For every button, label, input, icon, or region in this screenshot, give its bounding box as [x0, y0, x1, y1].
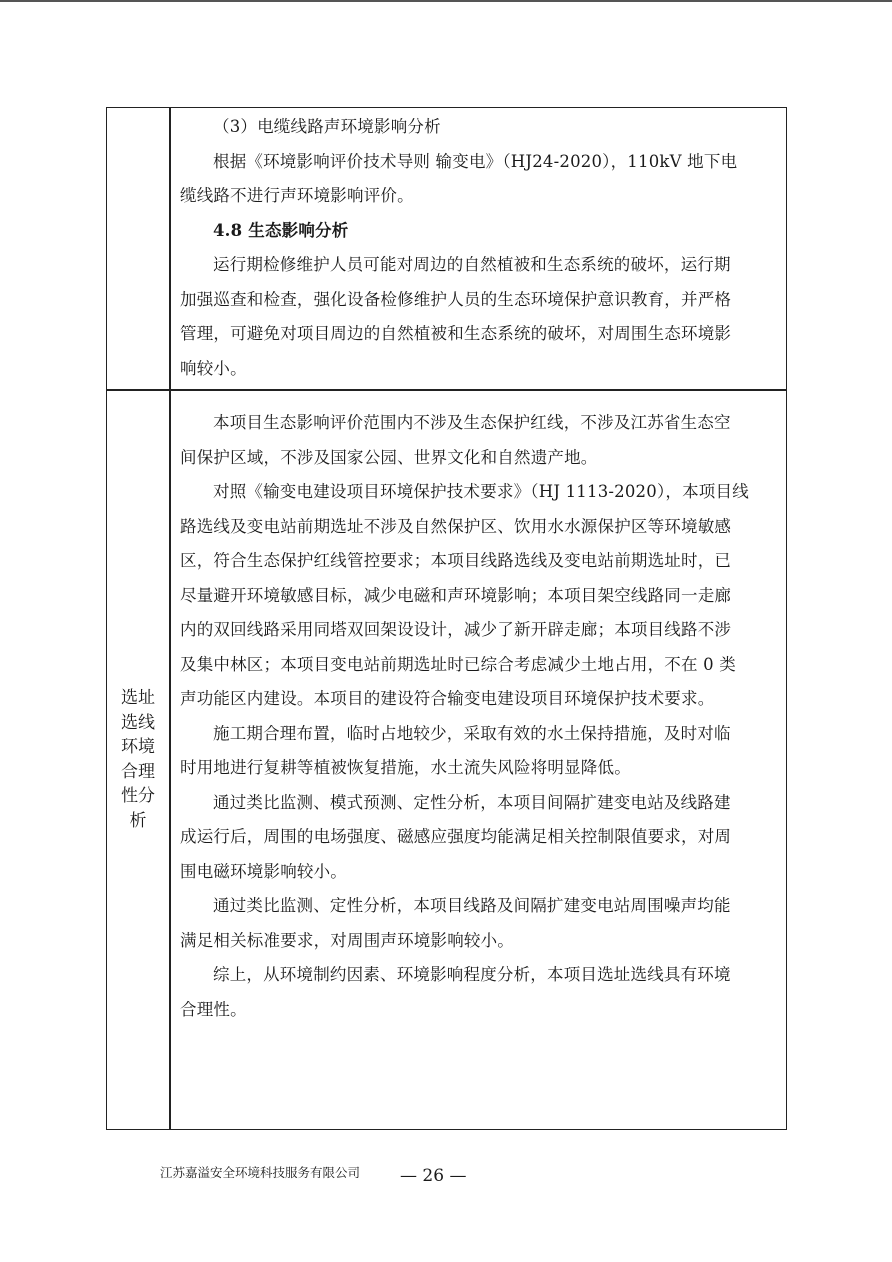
- paragraph-line: 内的双回线路采用同塔双回架设设计，减少了新开辟走廊；本项目线路不涉: [180, 620, 732, 639]
- paragraph-line: 时用地进行复耕等植被恢复措施，水土流失风险将明显降低。: [180, 758, 631, 777]
- paragraph-line: 间保护区域，不涉及国家公园、世界文化和自然遗产地。: [180, 447, 598, 467]
- paragraph-line: 及集中林区；本项目变电站前期选址时已综合考虑减少土地占用，不在 0 类: [180, 654, 736, 674]
- label-line: 环境: [121, 737, 155, 757]
- label-line: 选址: [121, 688, 155, 708]
- label-line: 合理: [121, 761, 155, 782]
- paragraph-line: 通过类比监测、模式预测、定性分析，本项目间隔扩建变电站及线路建: [213, 792, 731, 812]
- paragraph-line: 围电磁环境影响较小。: [180, 861, 347, 881]
- section-cell-site-analysis: [180, 406, 778, 1027]
- paragraph-line: 成运行后，周围的电场强度、磁感应强度均能满足相关控制限值要求，对周: [180, 827, 732, 846]
- paragraph-line: 满足相关标准要求，对周围声环境影响较小。: [180, 930, 514, 950]
- paragraph-line: 响较小。: [180, 358, 247, 378]
- label-line: 性分: [121, 786, 155, 806]
- row-label-site-selection: [107, 686, 169, 833]
- section-cell-noise-ecology: [180, 110, 778, 386]
- paragraph-line: 加强巡查和检查，强化设备检修维护人员的生态环境保护意识教育，并严格: [180, 289, 732, 309]
- page-top-border: [0, 0, 892, 2]
- paragraph-line: 路选线及变电站前期选址不涉及自然保护区、饮用水水源保护区等环境敏感: [180, 516, 732, 536]
- paragraph-line: 通过类比监测、定性分析，本项目线路及间隔扩建变电站周围噪声均能: [213, 896, 731, 915]
- subheading-cable-noise: （3）电缆线路声环境影响分析: [213, 117, 441, 136]
- footer-company-name: 江苏嘉溢安全环境科技服务有限公司: [160, 1165, 361, 1180]
- paragraph-line: 综上，从环境制约因素、环境影响程度分析，本项目选址选线具有环境: [213, 965, 731, 984]
- paragraph-line: 尽量避开环境敏感目标，减少电磁和声环境影响；本项目架空线路同一走廊: [180, 585, 732, 605]
- paragraph-line: 运行期检修维护人员可能对周边的自然植被和生态系统的破坏，运行期: [213, 255, 731, 274]
- paragraph-line: 缆线路不进行声环境影响评价。: [180, 186, 414, 205]
- paragraph-line: 合理性。: [180, 999, 247, 1019]
- paragraph-line: 施工期合理布置，临时占地较少，采取有效的水土保持措施，及时对临: [213, 723, 731, 743]
- content-table: [106, 107, 787, 1130]
- label-line: 析: [129, 810, 147, 831]
- paragraph-line: 声功能区内建设。本项目的建设符合输变电建设项目环境保护技术要求。: [180, 689, 715, 708]
- paragraph-line: 区，符合生态保护红线管控要求；本项目线路选线及变电站前期选址时，已: [180, 551, 732, 570]
- section-heading-ecology: 4.8 生态影响分析: [213, 220, 349, 240]
- row-divider: [107, 389, 786, 391]
- label-line: 选线: [121, 712, 155, 733]
- paragraph-line: 管理，可避免对项目周边的自然植被和生态系统的破坏，对周围生态环境影: [180, 324, 732, 343]
- paragraph-line: 对照《输变电建设项目环境保护技术要求》（HJ 1113-2020），本项目线: [213, 482, 749, 501]
- page-number: — 26 —: [400, 1166, 467, 1186]
- paragraph-line: 本项目生态影响评价范围内不涉及生态保护红线，不涉及江苏省生态空: [213, 413, 731, 432]
- column-divider: [169, 108, 171, 1129]
- paragraph-line: 根据《环境影响评价技术导则 输变电》（HJ24-2020），110kV 地下电: [213, 151, 738, 171]
